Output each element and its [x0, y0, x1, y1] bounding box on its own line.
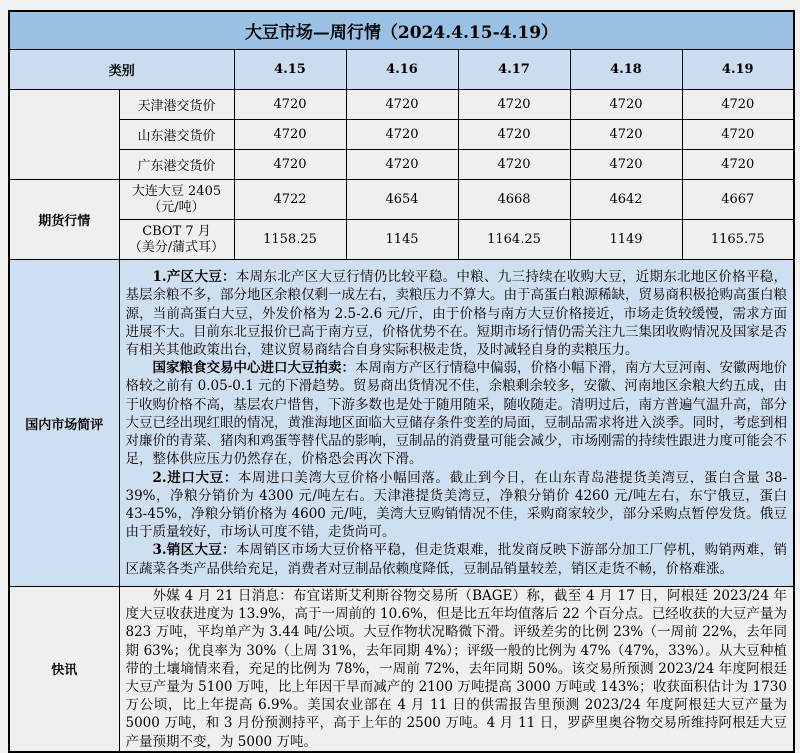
table-row-shandong: [9, 120, 794, 150]
price-cell: 4642: [570, 180, 682, 220]
paragraph-text: 本周南方产区行情稳中偏弱，价格小幅下滑，南方大豆河南、安徽两地价格较之前有 0.05-0.1 元的下滑趋势。贸易商出货情况不佳，余粮剩余较多，安徽、河南地区余粮大约五成，由于收购价格不高，基层农户惜售，下游多数也是处于随用随采，随收随走。清明过后，南方普遍气温升高，部分大豆已经出现红眼的情况，黄淮海地区面临大豆储存条件变差的局面，豆制品需求将进入淡季。同时，考虑到相对廉价的青菜、猪肉和鸡蛋等替代品的影响，豆制品的消费量可能会减少，市场刚需的持续性跟进力度可能会不足，整体供应压力仍然存在，价格恐会再次下滑。: [125, 360, 787, 468]
price-cell: 4722: [234, 180, 346, 220]
price-cell: 1165.75: [682, 220, 794, 260]
review-paragraph: [120, 469, 794, 542]
price-cell: 4720: [234, 90, 346, 120]
price-cell: 4720: [570, 120, 682, 150]
price-cell: 4720: [346, 90, 458, 120]
table-row-guangdong: [9, 150, 794, 180]
price-cell: 4720: [346, 120, 458, 150]
news-paragraph: 外媒 4 月 21 日消息：布宜诺斯艾利斯谷物交易所（BAGE）称，截至 4 月 17 日，阿根廷 2023/24 年度大豆收获进度为 13.9%，高于一周前的 10.6%，但是比五年均值落后 22 个百分点。已经收获的大豆产量为 823 万吨，平均单产为 3.44 吨/公顷。大豆作物状况略微下滑。评级差劣的比例 23%（一周前 22%，去年同期 63%；优良率为 30%（上周 31%，去年同期 4%）；评级一般的比例为 47%（47%，33%）。从大豆种植带的土壤墒情来看，充足的比例为 78%，一周前 72%，去年同期 50%。该交易所预测 2023/24 年度阿根廷大豆产量为 5100 万吨，比上年因干旱而减产的 2100 万吨提高 3000 万吨或 143%；收获面积估计为 1730 万公顷，比上年提高 6.9%。美国农业部在 4 月 11 日的供需报告里预测 2023/24 年度阿根廷大豆产量为 5000 万吨，和 3 月份预测持平，高于上年的 2500 万吨。4 月 11 日，罗萨里奥谷物交易所维持阿根廷大豆产量预期不变，为 5000 万吨。: [125, 588, 787, 750]
price-cell: 4720: [458, 150, 570, 180]
table-row-tianjin: [9, 90, 794, 120]
price-cell: 4720: [682, 150, 794, 180]
futures-name: 大连大豆 2405: [131, 183, 222, 199]
table-row-review: [9, 260, 794, 587]
review-content: [119, 260, 794, 587]
futures-unit: （元/吨）: [148, 199, 205, 215]
date-header-4: 4.18: [570, 50, 682, 90]
table-row-news: [9, 587, 794, 752]
paragraph-lead: 国家粮食交易中心进口大豆拍卖：: [152, 360, 355, 377]
category-header: 类别: [9, 50, 234, 90]
price-cell: 4720: [234, 120, 346, 150]
price-cell: 1149: [570, 220, 682, 260]
news-group-label: 快讯: [9, 587, 119, 752]
price-cell: 4720: [570, 90, 682, 120]
price-cell: 4720: [458, 90, 570, 120]
soybean-weekly-report: [8, 10, 795, 753]
price-cell: 1164.25: [458, 220, 570, 260]
row-label: 广东港交货价: [119, 150, 234, 180]
row-label: [119, 180, 234, 220]
paragraph-text: 本周进口美湾大豆价格小幅回落。截止到今日，在山东青岛港提货美湾豆，蛋白含量 38-39%，净粮分销价为 4300 元/吨左右。天津港提货美湾豆，净粮分销价 4260 元/吨左右，东宁俄豆，蛋白 43-45%，净粮分销价格为 4600 元/吨，美湾大豆购销情况不佳，采购商家较少，部分采购点暂停发货。俄豆由于质量较好，市场认可度不错，走货尚可。: [125, 469, 788, 541]
price-cell: 4667: [682, 180, 794, 220]
paragraph-lead: 2.进口大豆：: [152, 469, 238, 486]
price-cell: 4668: [458, 180, 570, 220]
paragraph-lead: 3.销区大豆：: [152, 542, 236, 559]
header-row: [9, 50, 794, 90]
date-header-5: 4.19: [682, 50, 794, 90]
paragraph-text: 本周东北产区大豆行情仍比较平稳。中粮、九三持续在收购大豆，近期东北地区价格平稳，基层余粮不多，部分地区余粮仅剩一成左右，卖粮压力不算大。由于高蛋白粮源稀缺，贸易商积极抢购高蛋白粮源，当前高蛋白大豆，外发价格为 2.5-2.6 元/斤，由于价格与南方大豆价格接近，市场走货较缓慢，需求方面进展不大。目前东北豆报价已高于南方豆，价格优势不在。短期市场行情仍需关注九三集团收购情况及国家是否有相关其他政策出台，建议贸易商结合自身实际积极走货，及时减轻自身的卖粮压力。: [125, 269, 788, 359]
paragraph-text: 本周销区市场大豆价格平稳，但走货艰难，批发商反映下游部分加工厂停机，购销两难，销区蔬菜各类产品供给充足，消费者对豆制品依赖度降低，豆制品销量较差，销区走货不畅，价格难涨。: [125, 542, 788, 577]
title-row: [9, 11, 794, 50]
price-cell: 4720: [682, 120, 794, 150]
price-cell: 4720: [234, 150, 346, 180]
price-cell: 4720: [346, 150, 458, 180]
date-header-1: 4.15: [234, 50, 346, 90]
review-paragraph: [120, 541, 794, 577]
row-label: [119, 220, 234, 260]
price-cell: 4720: [570, 150, 682, 180]
row-label: 山东港交货价: [119, 120, 234, 150]
price-cell: 1158.25: [234, 220, 346, 260]
review-group-label: 国内市场简评: [9, 260, 119, 587]
price-cell: 1145: [346, 220, 458, 260]
table-row-dalian: [9, 180, 794, 220]
report-table: [8, 10, 795, 753]
futures-unit: （美分/蒲式耳）: [128, 239, 225, 255]
review-paragraph: [120, 359, 794, 468]
news-content: [119, 587, 794, 752]
price-cell: 4720: [682, 90, 794, 120]
review-paragraph: [120, 268, 794, 359]
futures-name: CBOT 7 月: [142, 223, 211, 239]
report-title: 大豆市场—周行情（2024.4.15-4.19）: [9, 11, 794, 50]
futures-group-label: 期货行情: [9, 180, 119, 260]
table-row-cbot: [9, 220, 794, 260]
spot-group-cell: [9, 90, 119, 180]
price-cell: 4654: [346, 180, 458, 220]
row-label: 天津港交货价: [119, 90, 234, 120]
price-cell: 4720: [458, 120, 570, 150]
date-header-2: 4.16: [346, 50, 458, 90]
paragraph-lead: 1.产区大豆：: [152, 269, 236, 286]
date-header-3: 4.17: [458, 50, 570, 90]
